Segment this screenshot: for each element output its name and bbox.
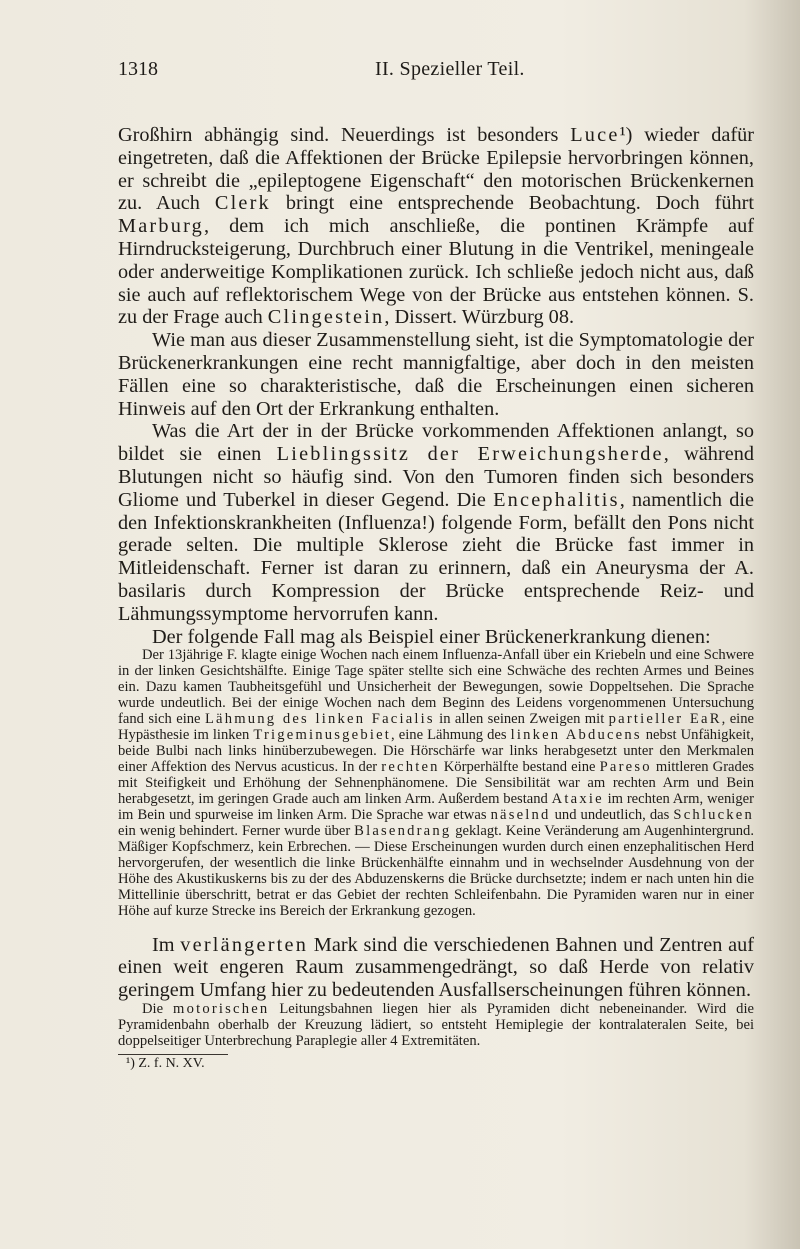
emphasis: Encephalitis (493, 488, 620, 511)
main-text-2 (118, 934, 754, 1002)
page-header (118, 28, 754, 80)
emphasis: verlängerten (180, 933, 309, 956)
emphasis: Lieblingssitz der Erweichungsherde (276, 443, 664, 466)
paragraph-3: Was die Art der in der Brücke vorkommenden Affektionen anlangt, so bildet sie einen Lieblingssitz der Erweichungsherde, während Blutungen nicht so häufig sind. Von den Tumoren finden sich besonders Gliome und Tuberkel in dieser Gegend. Die Encephalitis, namentlich die den Infektionskrankheiten (Influenza!) folgende Form, befällt den Pons nicht gerade selten. Die multiple Sklerose zieht die Brücke fast immer in Mitleidenschaft. Ferner ist daran zu erinnern, daß ein Aneurysma der A. basilaris durch Kompression der Brücke entsprechende Reiz- und Lähmungssymptome hervorrufen kann. (118, 420, 754, 625)
author-name: Luce (570, 124, 620, 146)
page-number: 1318 (118, 58, 158, 80)
footnote-rule (118, 1054, 228, 1055)
case-report: Der 13jährige F. klagte einige Wochen nach einem Influenza-Anfall über ein Kriebeln und eine Schwere in der linken Gesichtshälfte. Einige Tage später stellte sich eine Schwäche des rechten Armes und Beines ein. Dazu kamen Taubheitsgefühl und Unsicherheit der Bewegungen, sowie Doppeltsehen. Die Sprache wurde undeutlich. Bei der einige Wochen nach dem Beginn des Leidens vorgenommenen Untersuchung fand sich eine Lähmung des linken Facialis in allen seinen Zweigen mit partieller EaR, eine Hypästhesie im linken Trigeminusgebiet, eine Lähmung des linken Abducens nebst Unfähigkeit, beide Bulbi nach links hinüberzubewegen. Die Hörschärfe war links herabgesetzt unter den Merkmalen einer Affektion des Nervus acusticus. In der rechten Körperhälfte bestand eine Pareso mittleren Grades mit Steifigkeit und Erhöhung der Sehnenphänomene. Die Sensibilität war am rechten Arm und Bein herabgesetzt, im geringen Grade auch am linken Arm. Außerdem bestand Ataxie im rechten Arm, weniger im Bein und spurweise im linken Arm. Die Sprache war etwas näselnd und undeutlich, das Schlucken ein wenig behindert. Ferner wurde über Blasendrang geklagt. Keine Veränderung am Augenhintergrund. Mäßiger Kopfschmerz, kein Erbrechen. — Diese Erscheinungen wurden durch einen enzephalitischen Herd hervorgerufen, der wesentlich die linke Brückenhälfte einnahm und in wechselnder Ausdehnung von der Höhe des Akustikuskerns bis zu der des Abduzenskerns die Brücke durchsetzte; indem er nach unten hin die Mittellinie überschritt, betrat er das Gebiet der rechten Schleifenbahn. Die Pyramiden waren nur in einer Höhe auf kurze Strecke ins Bereich der Erkrankung gezogen. (118, 647, 755, 919)
main-text (118, 124, 754, 648)
author-name: Clerk (214, 192, 271, 215)
paragraph-4: Der folgende Fall mag als Beispiel einer Brückenerkrankung dienen: (152, 625, 711, 648)
running-title: II. Spezieller Teil. (375, 58, 525, 80)
paragraph-5: Im verlängerten Mark sind die verschiedenen Bahnen und Zentren auf einen weit engeren Raum zusammengedrängt, so daß Herde von relativ geringem Umfang hier zu bedeutenden Ausfallserscheinungen führen können. (118, 933, 754, 1002)
paragraph-1: Großhirn abhängig sind. Neuerdings ist besonders Luce¹) wieder dafür eingetreten, daß die Affektionen der Brücke Epilepsie hervorbringen können, er schreibt die „epileptogene Eigenschaft“ den motorischen Brückenkernen zu. Auch Clerk bringt eine entsprechende Beobachtung. Doch führt Marburg, dem ich mich anschließe, die pontinen Krämpfe auf Hirndrucksteigerung, Durchbruch einer Blutung in die Ventrikel, meningeale oder anderweitige Komplikationen zurück. Ich schließe jedoch nicht aus, daß sie auch auf reflektorischem Wege von der Brücke aus entstehen können. S. zu der Frage auch Clingestein, Dissert. Würzburg 08. (118, 124, 754, 329)
author-name: Clingestein (267, 306, 385, 329)
paragraph-2: Wie man aus dieser Zusammenstellung sieht, ist die Symptomatologie der Brückenerkrankungen eine recht mannigfaltige, aber doch in den meisten Fällen eine so charakteristische, daß die Erscheinungen einen sicheren Hinweis auf den Ort der Erkrankung enthalten. (118, 329, 754, 420)
footnote: ¹) Z. f. N. XV. (126, 1055, 205, 1071)
author-name: Marburg (118, 215, 204, 238)
paragraph-6: Die motorischen Leitungsbahnen liegen hier als Pyramiden dicht nebeneinander. Wird die Pyramidenbahn oberhalb der Kreuzung lädiert, so entsteht Hemiplegie der kontralateralen Seite, bei doppelseitiger Unterbrechung Paraplegie aller 4 Extremitäten. (118, 1000, 754, 1049)
